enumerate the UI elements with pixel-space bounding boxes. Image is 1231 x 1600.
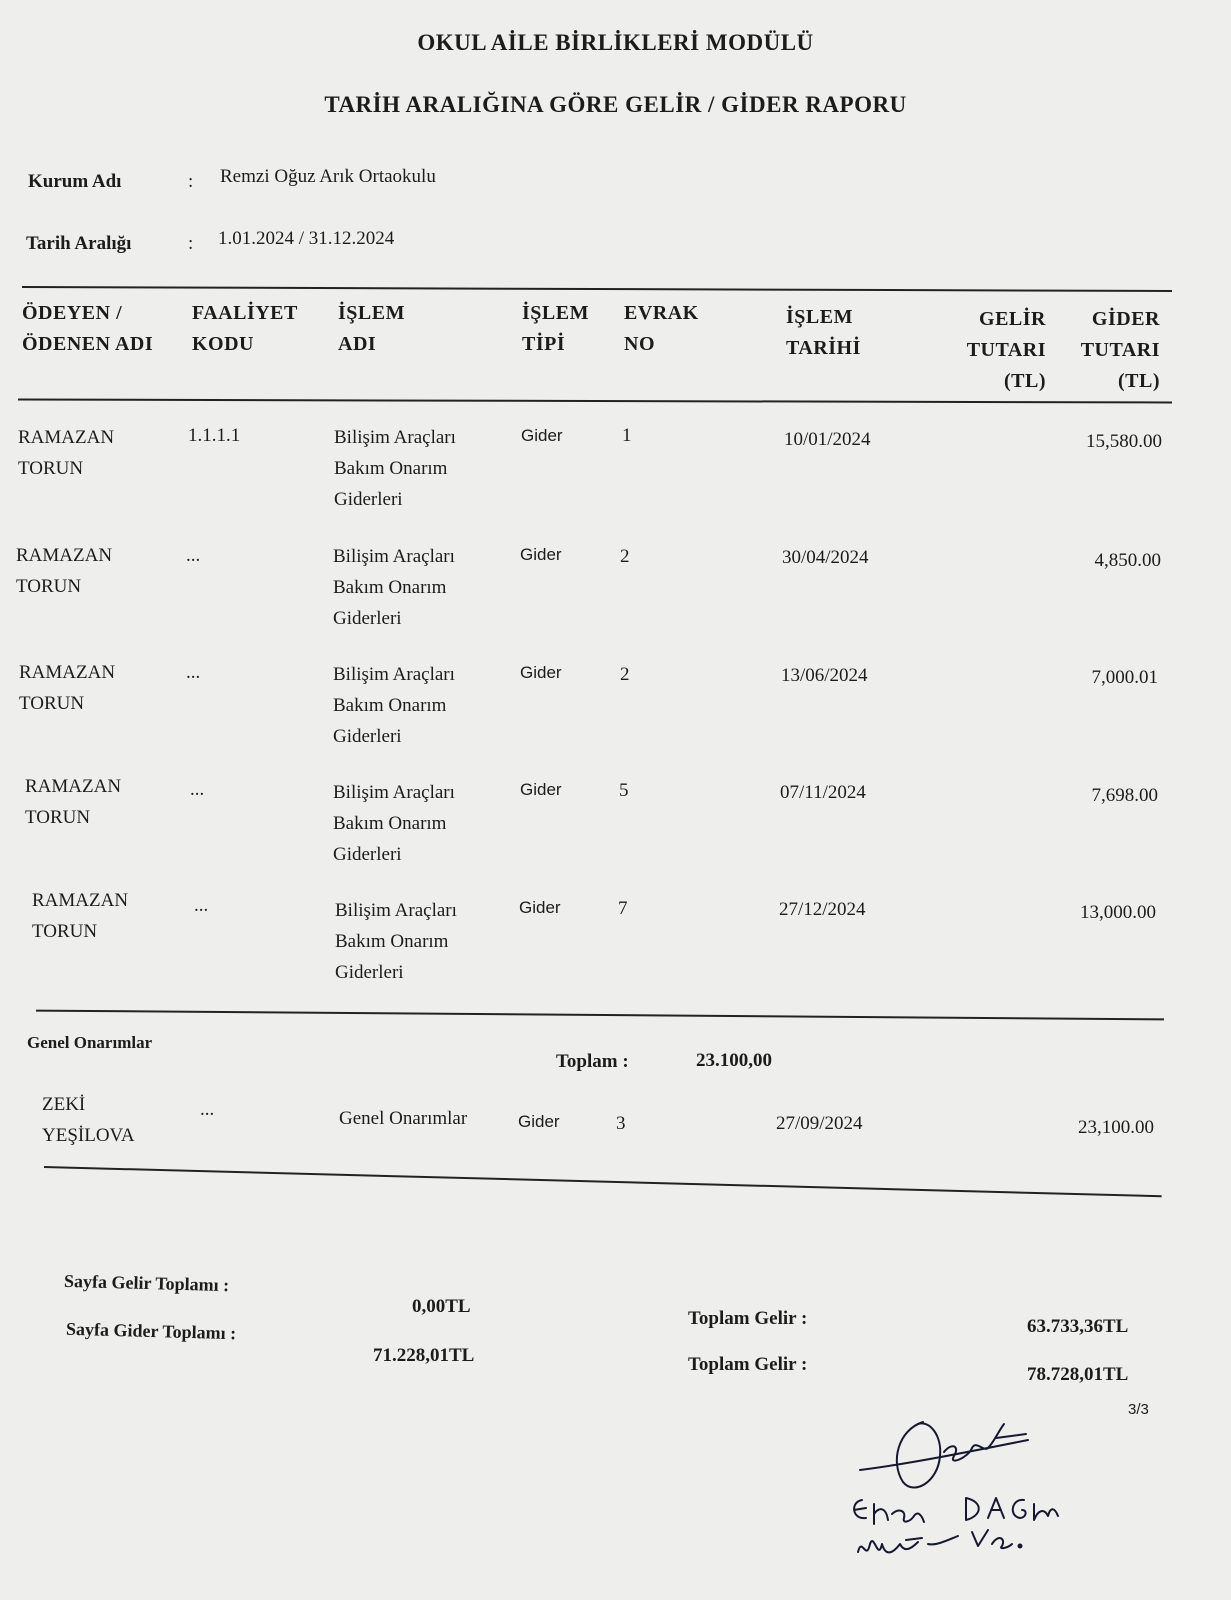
col-header-evrak-no: EVRAK NO — [624, 302, 699, 355]
row-payee: RAMAZAN TORUN — [25, 776, 122, 828]
row-payee: RAMAZAN TORUN — [18, 427, 115, 479]
total-income-value: 63.733,36TL — [1027, 1316, 1129, 1337]
kurum-value: Remzi Oğuz Arık Ortaokulu — [220, 166, 436, 187]
row-operation: Bilişim Araçları Bakım Onarım Giderleri — [334, 427, 456, 510]
row-amount: 23,100.00 — [1078, 1117, 1154, 1138]
row-code: ... — [186, 662, 201, 683]
row-date: 30/04/2024 — [782, 547, 869, 568]
group-total-label: Toplam : — [556, 1051, 629, 1072]
row-operation: Bilişim Araçları Bakım Onarım Giderleri — [333, 664, 455, 747]
group-total-value: 23.100,00 — [696, 1050, 772, 1071]
row-doc-no: 7 — [618, 898, 628, 919]
row-date: 07/11/2024 — [780, 782, 866, 803]
row-amount: 13,000.00 — [1080, 902, 1156, 923]
total-income-label-2: Toplam Gelir : — [688, 1354, 808, 1375]
group-bottom-rule — [44, 1166, 1162, 1197]
total-income-label: Toplam Gelir : — [688, 1308, 808, 1329]
col-header-islem-tipi: İŞLEM TİPİ — [522, 302, 589, 355]
row-payee: RAMAZAN TORUN — [16, 545, 113, 597]
row-payee: RAMAZAN TORUN — [19, 662, 116, 714]
row-type: Gider — [520, 663, 562, 682]
row-amount: 4,850.00 — [1094, 550, 1161, 571]
page-expense-total-value: 71.228,01TL — [373, 1345, 475, 1366]
report-title: TARİH ARALIĞINA GÖRE GELİR / GİDER RAPORU — [324, 92, 907, 117]
header-bottom-rule — [18, 398, 1172, 403]
row-doc-no: 2 — [620, 664, 630, 685]
row-doc-no: 1 — [622, 425, 632, 446]
row-operation: Bilişim Araçları Bakım Onarım Giderleri — [333, 546, 455, 629]
row-type: Gider — [519, 898, 561, 917]
row-type: Gider — [520, 780, 562, 799]
col-header-odeyen: ÖDEYEN / ÖDENEN ADI — [22, 302, 154, 355]
row-code: 1.1.1.1 — [188, 425, 241, 446]
row-code: ... — [200, 1099, 215, 1120]
row-date: 27/09/2024 — [776, 1113, 863, 1134]
row-code: ... — [194, 895, 209, 916]
page-income-total-label: Sayfa Gelir Toplamı : — [63, 1270, 230, 1296]
row-date: 10/01/2024 — [784, 429, 871, 450]
row-type: Gider — [518, 1112, 560, 1131]
handwritten-signature — [848, 1412, 1078, 1592]
tarih-colon: : — [188, 233, 194, 254]
page-expense-total-label: Sayfa Gider Toplamı : — [65, 1318, 237, 1344]
col-header-gelir: GELİR TUTARI (TL) — [966, 308, 1046, 392]
row-doc-no: 5 — [619, 780, 629, 801]
row-date: 27/12/2024 — [779, 899, 866, 920]
row-code: ... — [190, 779, 205, 800]
col-header-gider: GİDER TUTARI (TL) — [1080, 308, 1160, 392]
row-type: Gider — [520, 545, 562, 564]
page-number: 3/3 — [1128, 1401, 1149, 1418]
col-header-islem-adi: İŞLEM ADI — [338, 302, 405, 355]
kurum-colon: : — [188, 171, 194, 192]
row-doc-no: 2 — [620, 546, 630, 567]
tarih-value: 1.01.2024 / 31.12.2024 — [218, 228, 395, 249]
row-code: ... — [186, 545, 201, 566]
row-amount: 15,580.00 — [1086, 431, 1162, 452]
group-label: Genel Onarımlar — [27, 1033, 153, 1052]
row-operation: Bilişim Araçları Bakım Onarım Giderleri — [333, 782, 455, 865]
row-operation: Bilişim Araçları Bakım Onarım Giderleri — [335, 900, 457, 983]
col-header-islem-tarihi: İŞLEM TARİHİ — [786, 306, 861, 359]
header-top-rule — [22, 286, 1172, 292]
row-payee: RAMAZAN TORUN — [32, 890, 129, 942]
col-header-faaliyet: FAALİYET KODU — [192, 302, 298, 355]
row-amount: 7,698.00 — [1091, 785, 1158, 806]
tarih-label: Tarih Aralığı — [26, 233, 132, 254]
row-operation: Genel Onarımlar — [339, 1108, 468, 1129]
row-amount: 7,000.01 — [1091, 667, 1158, 688]
kurum-label: Kurum Adı — [28, 171, 122, 192]
report-module-title: OKUL AİLE BİRLİKLERİ MODÜLÜ — [417, 30, 814, 55]
page-income-total-value: 0,00TL — [412, 1296, 471, 1317]
row-doc-no: 3 — [616, 1113, 626, 1134]
group-top-rule — [36, 1010, 1164, 1021]
total-income-value-2: 78.728,01TL — [1027, 1364, 1129, 1385]
row-type: Gider — [521, 426, 563, 445]
row-date: 13/06/2024 — [781, 665, 868, 686]
row-payee: ZEKİ YEŞİLOVA — [42, 1094, 135, 1146]
